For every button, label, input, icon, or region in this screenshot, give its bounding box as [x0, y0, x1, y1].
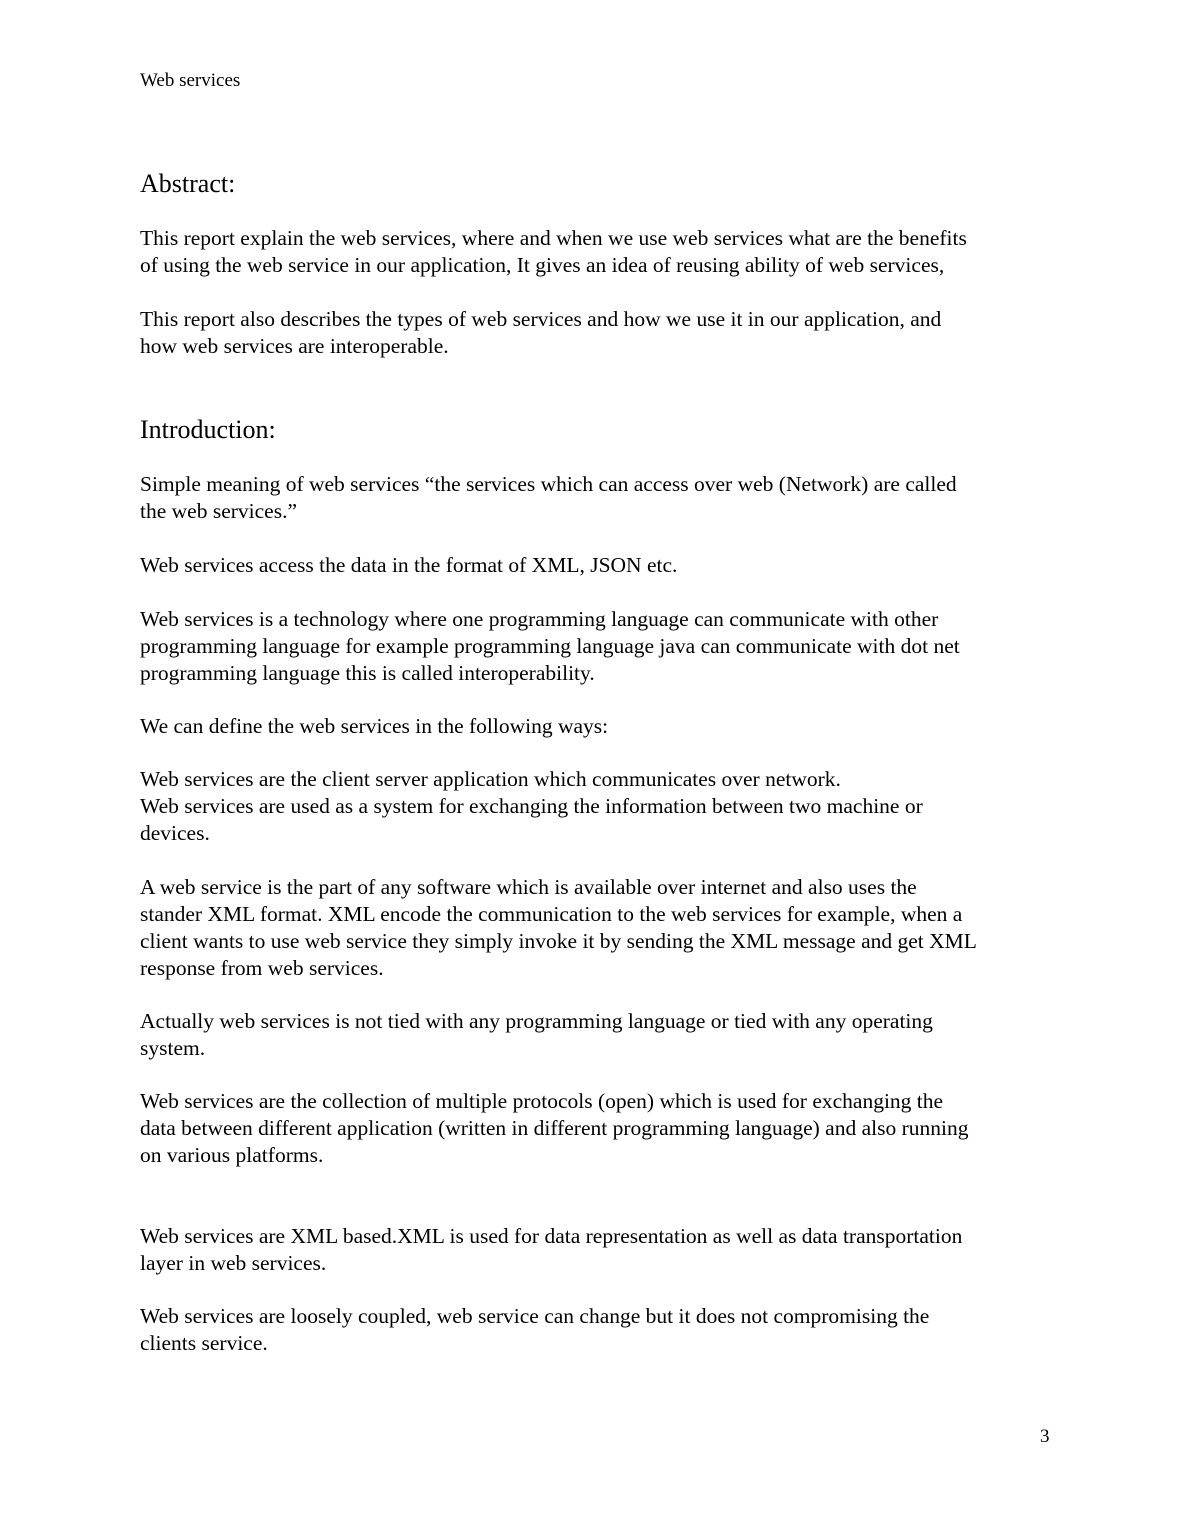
text-line: clients service. [140, 1331, 268, 1355]
text-line: devices. [140, 821, 210, 845]
text-line: the web services.” [140, 499, 297, 523]
introduction-paragraph [140, 606, 1070, 687]
text-line: of using the web service in our application, It gives an idea of reusing ability of web services, [140, 253, 945, 277]
text-line: stander XML format. XML encode the communication to the web services for example, when a [140, 902, 963, 926]
text-line: client wants to use web service they simply invoke it by sending the XML message and get XML [140, 929, 977, 953]
text-line: Simple meaning of web services “the services which can access over web (Network) are called [140, 472, 957, 496]
introduction-paragraph [140, 1223, 1070, 1277]
text-line: Actually web services is not tied with any programming language or tied with any operating [140, 1009, 933, 1033]
introduction-paragraph [140, 874, 1070, 982]
text-line: Web services are the client server application which communicates over network. [140, 767, 841, 791]
introduction-paragraph [140, 1303, 1070, 1357]
introduction-paragraph [140, 766, 1070, 847]
text-line: Web services is a technology where one programming language can communicate with other [140, 607, 939, 631]
text-line: layer in web services. [140, 1251, 327, 1275]
introduction-paragraph [140, 713, 1070, 740]
introduction-paragraph [140, 1008, 1070, 1062]
text-line: Web services are used as a system for exchanging the information between two machine or [140, 794, 923, 818]
abstract-paragraph [140, 225, 1070, 279]
text-line: Web services are the collection of multiple protocols (open) which is used for exchanging the [140, 1089, 944, 1113]
text-line: We can define the web services in the following ways: [140, 714, 609, 738]
abstract-heading: Abstract: [140, 169, 236, 198]
introduction-paragraph [140, 1088, 1070, 1169]
text-line: Web services are XML based.XML is used for data representation as well as data transportation [140, 1224, 963, 1248]
text-line: response from web services. [140, 956, 384, 980]
text-line: This report also describes the types of web services and how we use it in our application, and [140, 307, 942, 331]
page-number: 3 [1040, 1426, 1050, 1447]
running-header: Web services [140, 70, 241, 91]
text-line: data between different application (written in different programming language) and also running [140, 1116, 969, 1140]
text-line: This report explain the web services, where and when we use web services what are the benefits [140, 226, 967, 250]
introduction-paragraph [140, 471, 1070, 525]
abstract-paragraph [140, 306, 1070, 360]
text-line: system. [140, 1036, 206, 1060]
text-line: on various platforms. [140, 1143, 324, 1167]
text-line: Web services access the data in the format of XML, JSON etc. [140, 553, 678, 577]
introduction-heading: Introduction: [140, 415, 276, 444]
text-line: A web service is the part of any software which is available over internet and also uses the [140, 875, 917, 899]
text-line: Web services are loosely coupled, web service can change but it does not compromising the [140, 1304, 930, 1328]
text-line: programming language this is called interoperability. [140, 661, 595, 685]
text-line: programming language for example programming language java can communicate with dot net [140, 634, 960, 658]
text-line: how web services are interoperable. [140, 334, 449, 358]
introduction-paragraph [140, 552, 1070, 579]
